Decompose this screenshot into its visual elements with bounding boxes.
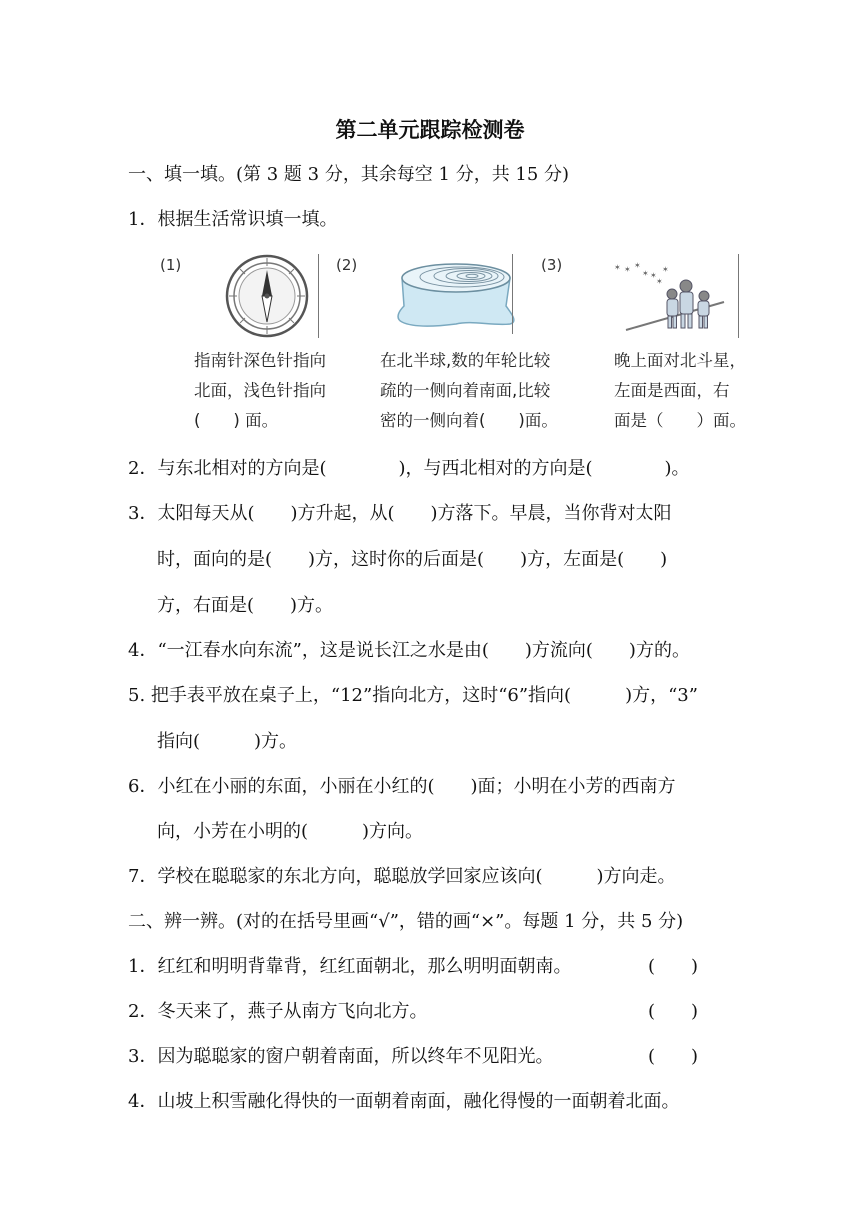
compass-icon [224, 254, 310, 338]
section2-heading: 二、辨一辨。(对的在括号里画“√”，错的画“×”。每题 1 分，共 5 分) [128, 911, 684, 932]
answer-paren[interactable]: ( ) [648, 956, 699, 977]
question-6-line-1: 6．小红在小丽的东面，小丽在小红的( )面；小明在小芳的西南方 [128, 776, 676, 797]
question-2: 2．与东北相对的方向是( )，与西北相对的方向是( )。 [128, 458, 690, 479]
figure-2-label: (2) [336, 256, 358, 274]
svg-text:✶: ✶ [624, 265, 631, 274]
question-5-line-2: 指向( )方。 [157, 731, 298, 752]
svg-text:✶: ✶ [634, 261, 641, 270]
judge-item-3: 3．因为聪聪家的窗户朝着南面，所以终年不见阳光。 [128, 1046, 554, 1067]
svg-text:✶: ✶ [656, 277, 663, 286]
judge-item-2: 2．冬天来了，燕子从南方飞向北方。 [128, 1001, 428, 1022]
question-6-line-2: 向，小芳在小明的( )方向。 [157, 821, 424, 842]
big-dipper-people-icon [612, 256, 732, 336]
page-title: 第二单元跟踪检测卷 [335, 118, 525, 142]
divider [738, 254, 739, 338]
svg-text:✶: ✶ [650, 271, 657, 280]
judge-item-1: 1．红红和明明背靠背，红红面朝北，那么明明面朝南。 [128, 956, 572, 977]
question-7: 7．学校在聪聪家的东北方向，聪聪放学回家应该向( )方向走。 [128, 866, 676, 887]
answer-paren[interactable]: ( ) [648, 1001, 699, 1022]
question-3-line-2: 时，面向的是( )方，这时你的后面是( )方，左面是( ) [157, 549, 668, 570]
svg-text:✶: ✶ [614, 263, 621, 272]
question-3-line-3: 方，右面是( )方。 [157, 595, 334, 616]
divider [512, 254, 513, 334]
figure-1-label: (1) [160, 256, 182, 274]
divider [318, 254, 319, 338]
svg-text:✶: ✶ [662, 265, 669, 274]
figure-1-caption: 指南针深色针指向 北面，浅色针指向 ( ) 面。 [194, 351, 326, 430]
figure-3-label: (3) [541, 256, 563, 274]
question-4: 4．“一江春水向东流”，这是说长江之水是由( )方流向( )方的。 [128, 640, 690, 661]
judge-item-4: 4．山坡上积雪融化得快的一面朝着南面，融化得慢的一面朝着北面。 [128, 1091, 680, 1112]
svg-text:✶: ✶ [642, 269, 649, 278]
question-3-line-1: 3．太阳每天从( )方升起，从( )方落下。早晨，当你背对太阳 [128, 503, 672, 524]
tree-stump-icon [392, 252, 520, 332]
figure-3-caption: 晚上面对北斗星， 左面是西面，右 面是（ ）面。 [614, 351, 746, 430]
answer-paren[interactable]: ( ) [648, 1046, 699, 1067]
question-1: 1．根据生活常识填一填。 [128, 209, 338, 230]
figure-2-caption: 在北半球,数的年轮比较 疏的一侧向着南面,比较 密的一侧向着( )面。 [380, 351, 558, 430]
section1-heading: 一、填一填。(第 3 题 3 分，其余每空 1 分，共 15 分) [128, 164, 570, 185]
question-5-line-1: 5. 把手表平放在桌子上，“12”指向北方，这时“6”指向( )方，“3” [128, 685, 698, 706]
